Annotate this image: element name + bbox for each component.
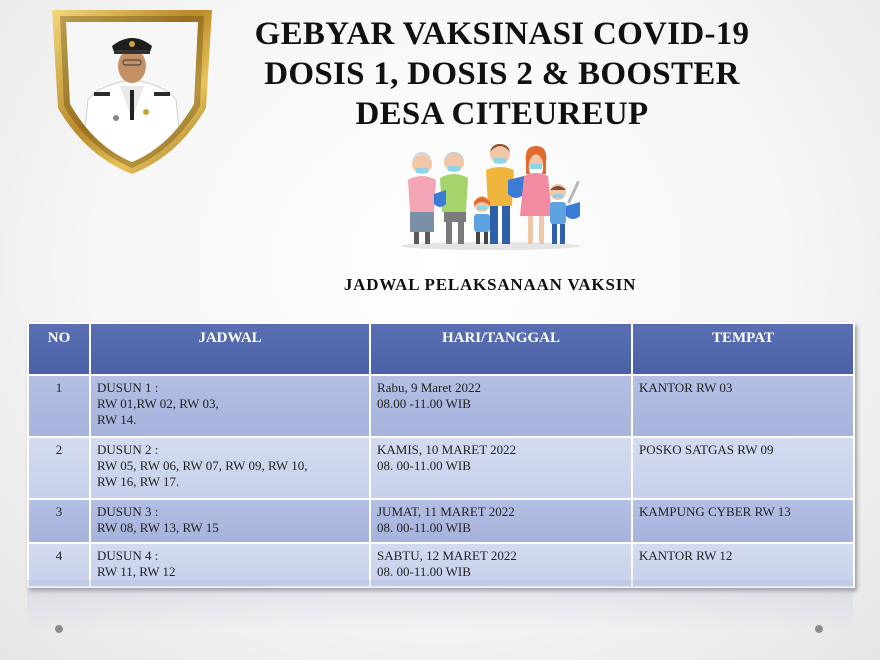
row-no: 4 bbox=[28, 543, 90, 587]
row-hari-tanggal: KAMIS, 10 MARET 2022 08. 00-11.00 WIB bbox=[370, 437, 632, 499]
title-line-2: DOSIS 1, DOSIS 2 & BOOSTER bbox=[264, 56, 740, 92]
table-row bbox=[28, 499, 854, 543]
table-header-row bbox=[28, 323, 854, 375]
header-tempat: TEMPAT bbox=[632, 323, 854, 375]
header-jadwal: JADWAL bbox=[90, 323, 370, 375]
schedule-heading: JADWAL PELAKSANAAN VAKSIN bbox=[343, 275, 637, 294]
row-tempat: KANTOR RW 12 bbox=[632, 543, 854, 587]
row-hari-tanggal: SABTU, 12 MARET 2022 08. 00-11.00 WIB bbox=[370, 543, 632, 587]
family-vaccination-illustration bbox=[396, 140, 586, 252]
row-tempat: KANTOR RW 03 bbox=[632, 375, 854, 437]
row-jadwal: DUSUN 3 : RW 08, RW 13, RW 15 bbox=[90, 499, 370, 543]
table-reflection bbox=[27, 580, 853, 630]
header-hari-tanggal: HARI/TANGGAL bbox=[370, 323, 632, 375]
row-hari-tanggal: Rabu, 9 Maret 2022 08.00 -11.00 WIB bbox=[370, 375, 632, 437]
header-no: NO bbox=[28, 323, 90, 375]
title-line-1: GEBYAR VAKSINASI COVID-19 bbox=[254, 16, 750, 52]
slide-dot-right bbox=[815, 625, 823, 633]
vaccination-schedule-table bbox=[27, 322, 855, 588]
table-row bbox=[28, 437, 854, 499]
row-jadwal: DUSUN 2 : RW 05, RW 06, RW 07, RW 09, RW 10, RW 16, RW 17. bbox=[90, 437, 370, 499]
slide-dot-left bbox=[55, 625, 63, 633]
row-tempat: POSKO SATGAS RW 09 bbox=[632, 437, 854, 499]
row-jadwal: DUSUN 1 : RW 01,RW 02, RW 03, RW 14. bbox=[90, 375, 370, 437]
row-no: 3 bbox=[28, 499, 90, 543]
table-row bbox=[28, 375, 854, 437]
row-jadwal: DUSUN 4 : RW 11, RW 12 bbox=[90, 543, 370, 587]
row-tempat: KAMPUNG CYBER RW 13 bbox=[632, 499, 854, 543]
official-portrait bbox=[50, 8, 214, 176]
row-hari-tanggal: JUMAT, 11 MARET 2022 08. 00-11.00 WIB bbox=[370, 499, 632, 543]
row-no: 1 bbox=[28, 375, 90, 437]
page-title bbox=[222, 14, 782, 134]
title-line-3: DESA CITEUREUP bbox=[355, 96, 649, 132]
row-no: 2 bbox=[28, 437, 90, 499]
